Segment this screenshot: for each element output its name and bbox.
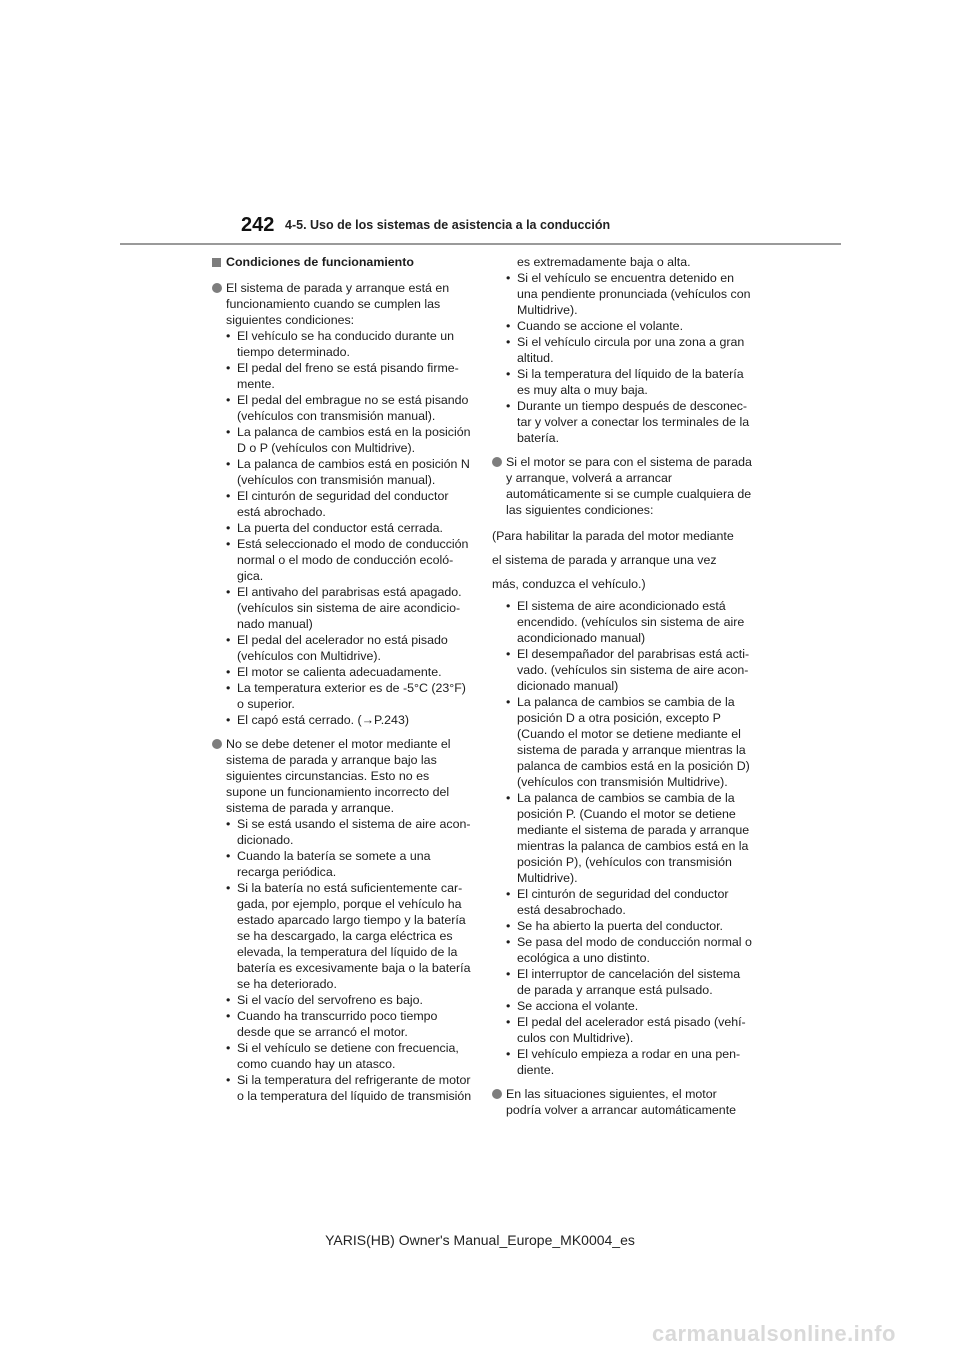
bullet-list xyxy=(506,598,754,1078)
list-item: • El interruptor de cancelación del sistema de parada y arranque está pulsado. xyxy=(506,966,754,998)
paragraph-auto-restart-list xyxy=(492,598,754,1078)
list-item: • El desempañador del parabrisas está acti-vado. (vehículos sin sistema de aire acon-dicionado manual) xyxy=(506,646,754,694)
list-item: • Si la temperatura del refrigerante de motor o la temperatura del líquido de transmisión xyxy=(226,1072,472,1104)
list-item: • El vehículo se ha conducido durante un tiempo determinado. xyxy=(226,328,472,360)
paragraph-intro: No se debe detener el motor mediante el sistema de parada y arranque bajo las siguientes circunstancias. Esto no es supone un funcionamiento incorrecto del sistema de parada y arranque. xyxy=(226,737,451,815)
note-line: más, conduzca el vehículo.) xyxy=(492,577,646,591)
list-item: • El pedal del acelerador no está pisado (vehículos con Multidrive). xyxy=(226,632,472,664)
list-item: • Si la batería no está suficientemente car-gada, por ejemplo, porque el vehículo ha estado aparcado largo tiempo y la batería se ha descargado, la carga eléctrica es elevada, la temperatura del líquido de la batería es excesivamente baja o la batería se ha deteriorado. xyxy=(226,880,472,992)
square-bullet-icon xyxy=(212,258,221,267)
paragraph-intro: El sistema de parada y arranque está en funcionamiento cuando se cumplen las siguientes condiciones: xyxy=(226,281,450,327)
list-item: • Cuando ha transcurrido poco tiempo desde que se arrancó el motor. xyxy=(226,1008,472,1040)
left-column xyxy=(212,254,472,1112)
list-item: • Se pasa del modo de conducción normal o ecológica a uno distinto. xyxy=(506,934,754,966)
list-item: • Si el vehículo se detiene con frecuencia, como cuando hay un atasco. xyxy=(226,1040,472,1072)
right-column xyxy=(492,254,754,1126)
list-item: • El capó está cerrado. (→P.243) xyxy=(226,712,472,728)
section-title: 4-5. Uso de los sistemas de asistencia a la conducción xyxy=(285,218,611,232)
paragraph-situations xyxy=(492,1086,754,1118)
list-item: • Se acciona el volante. xyxy=(506,998,754,1014)
header-rule xyxy=(120,243,841,245)
list-item: • El vehículo empieza a rodar en una pen-diente. xyxy=(506,1046,754,1078)
circle-bullet-icon xyxy=(212,283,222,293)
paragraph-auto-restart xyxy=(492,454,754,518)
list-item: • Se ha abierto la puerta del conductor. xyxy=(506,918,754,934)
list-item: • El antivaho del parabrisas está apagado. (vehículos sin sistema de aire acondicio-nado manual) xyxy=(226,584,472,632)
list-item: • Cuando la batería se somete a una recarga periódica. xyxy=(226,848,472,880)
list-item: • Si el vehículo circula por una zona a gran altitud. xyxy=(506,334,754,366)
circle-bullet-icon xyxy=(212,739,222,749)
footer-manual-id: YARIS(HB) Owner's Manual_Europe_MK0004_es xyxy=(325,1232,635,1248)
list-item: • El cinturón de seguridad del conductor está desabrochado. xyxy=(506,886,754,918)
watermark-logo: carmanualsonline.info xyxy=(652,1321,896,1346)
section-heading xyxy=(212,254,472,270)
list-item: • Si la temperatura del líquido de la batería es muy alta o muy baja. xyxy=(506,366,754,398)
paragraph-note xyxy=(492,526,754,594)
list-item: • El pedal del embrague no se está pisando (vehículos con transmisión manual). xyxy=(226,392,472,424)
list-item: • La palanca de cambios está en la posición D o P (vehículos con Multidrive). xyxy=(226,424,472,456)
circle-bullet-icon xyxy=(492,457,502,467)
list-item: • La palanca de cambios se cambia de la posición P. (Cuando el motor se detiene mediante el sistema de parada y arranque mientras la palanca de cambios está en la posición P), (vehículos con transmisión Multidrive). xyxy=(506,790,754,886)
list-item: • Si el vacío del servofreno es bajo. xyxy=(226,992,472,1008)
list-item: • Está seleccionado el modo de conducción normal o el modo de conducción ecoló-gica. xyxy=(226,536,472,584)
list-item: • La palanca de cambios se cambia de la posición D a otra posición, excepto P (Cuando el motor se detiene mediante el sistema de parada y arranque mientras la palanca de cambios está en la posición D) (vehículos con transmisión Multidrive). xyxy=(506,694,754,790)
list-item: • El motor se calienta adecuadamente. xyxy=(226,664,472,680)
note-line: (Para habilitar la parada del motor mediante xyxy=(492,529,734,543)
circle-bullet-icon xyxy=(492,1089,502,1099)
list-item: • Si el vehículo se encuentra detenido en una pendiente pronunciada (vehículos con Multidrive). xyxy=(506,270,754,318)
heading-text: Condiciones de funcionamiento xyxy=(226,255,414,269)
list-item: • Si se está usando el sistema de aire acon-dicionado. xyxy=(226,816,472,848)
bullet-list xyxy=(506,270,754,446)
paragraph-intro: Si el motor se para con el sistema de parada y arranque, volverá a arrancar automáticamente si se cumple cualquiera de las siguientes condiciones: xyxy=(506,455,752,517)
paragraph-not-stopping xyxy=(212,736,472,1104)
page-number: 242 xyxy=(241,214,275,236)
list-item: • La palanca de cambios está en posición N (vehículos con transmisión manual). xyxy=(226,456,472,488)
list-item: • La temperatura exterior es de -5°C (23°F) o superior. xyxy=(226,680,472,712)
paragraph-intro: En las situaciones siguientes, el motor podría volver a arrancar automáticamente xyxy=(506,1087,737,1117)
continuation-text: es extremadamente baja o alta. xyxy=(517,255,691,269)
paragraph-not-stopping-continued xyxy=(492,254,754,446)
list-item: • El cinturón de seguridad del conductor está abrochado. xyxy=(226,488,472,520)
list-item: • El pedal del acelerador está pisado (vehí-culos con Multidrive). xyxy=(506,1014,754,1046)
paragraph-operating-conditions xyxy=(212,280,472,728)
list-item: • La puerta del conductor está cerrada. xyxy=(226,520,472,536)
list-item: • El pedal del freno se está pisando firme-mente. xyxy=(226,360,472,392)
list-item: • Durante un tiempo después de desconec-tar y volver a conectar los terminales de la batería. xyxy=(506,398,754,446)
note-line: el sistema de parada y arranque una vez xyxy=(492,553,717,567)
list-item: • El sistema de aire acondicionado está encendido. (vehículos sin sistema de aire acondicionado manual) xyxy=(506,598,754,646)
list-item: • Cuando se accione el volante. xyxy=(506,318,754,334)
bullet-list xyxy=(226,328,472,728)
bullet-list xyxy=(226,816,472,1104)
